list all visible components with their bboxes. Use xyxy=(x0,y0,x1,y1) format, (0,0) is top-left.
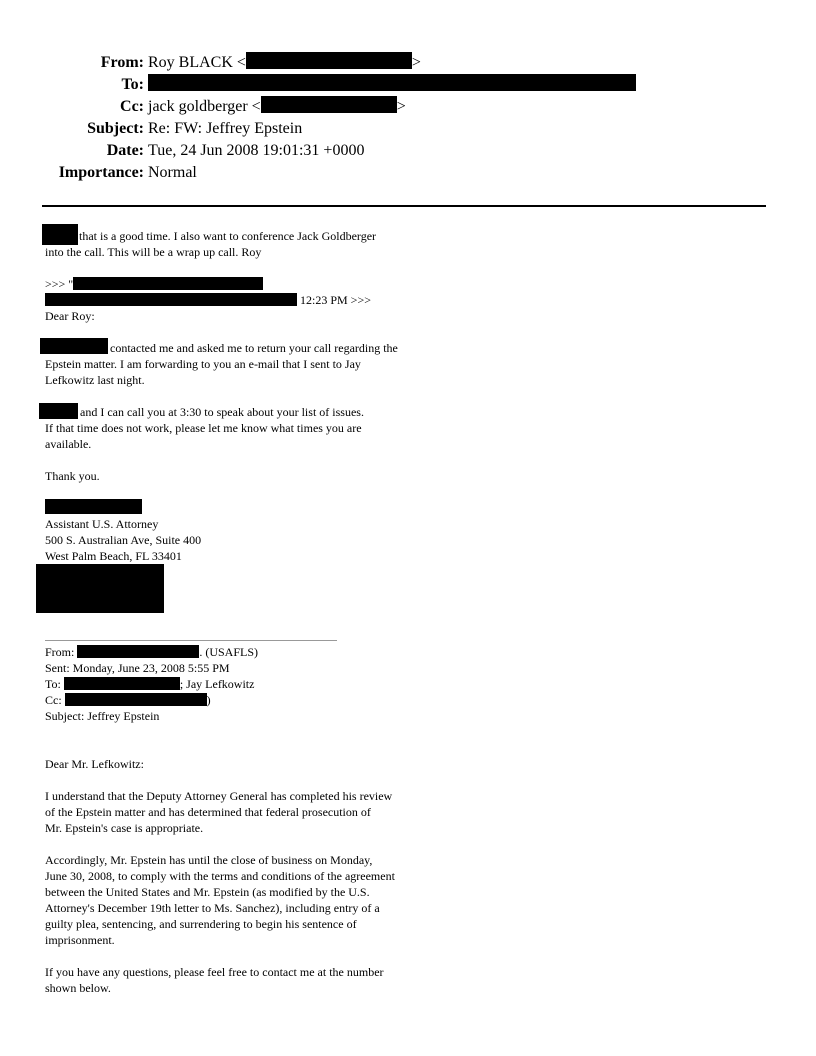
signature-title: Assistant U.S. Attorney xyxy=(45,517,159,531)
fwd-body-line: guilty plea, sentencing, and surrendering to begin his sentence of xyxy=(45,917,357,931)
signature-address: 500 S. Australian Ave, Suite 400 xyxy=(45,533,202,547)
date-row xyxy=(0,140,816,162)
cc-name: jack goldberger < xyxy=(148,98,261,115)
fwd-cc-suffix: ) xyxy=(206,693,211,707)
quote-open: >>> " xyxy=(45,277,74,291)
fwd-body-line: of the Epstein matter and has determined that federal prosecution of xyxy=(45,805,371,819)
redaction-block xyxy=(246,52,412,69)
fwd-body-line: Accordingly, Mr. Epstein has until the close of business on Monday, xyxy=(45,853,373,867)
quote-header xyxy=(45,292,371,308)
forward-divider xyxy=(45,640,337,641)
redaction-block xyxy=(45,293,297,306)
greeting: Dear Roy: xyxy=(45,309,95,323)
redaction-block xyxy=(45,499,142,514)
fwd-body-line: shown below. xyxy=(45,981,111,995)
from-name: Roy BLACK < xyxy=(148,54,246,71)
fwd-subject: Subject: Jeffrey Epstein xyxy=(45,709,160,723)
cc-row xyxy=(0,96,816,118)
redaction-block xyxy=(65,693,207,706)
redaction-block xyxy=(42,224,78,245)
from-row xyxy=(0,52,816,74)
fwd-body-line: June 30, 2008, to comply with the terms and conditions of the agreement xyxy=(45,869,395,883)
redaction-block xyxy=(36,564,164,613)
body-line: Epstein matter. I am forwarding to you an e-mail that I sent to Jay xyxy=(45,357,361,371)
fwd-body-line: If you have any questions, please feel free to contact me at the number xyxy=(45,965,384,979)
fwd-body-line: between the United States and Mr. Epstein (as modified by the U.S. xyxy=(45,885,370,899)
subject-value: Re: FW: Jeffrey Epstein xyxy=(148,120,303,137)
thanks: Thank you. xyxy=(45,469,100,483)
body-line: Lefkowitz last night. xyxy=(45,373,145,387)
importance-value: Normal xyxy=(148,164,197,181)
redaction-block xyxy=(73,277,263,290)
redaction-block xyxy=(39,403,78,419)
header-divider xyxy=(42,205,766,207)
fwd-from xyxy=(45,644,258,660)
body-line: contacted me and asked me to return your call regarding the xyxy=(110,341,398,355)
fwd-to-label: To: xyxy=(45,677,61,691)
fwd-body-line: Attorney's December 19th letter to Ms. Sanchez), including entry of a xyxy=(45,901,380,915)
quote-header xyxy=(45,276,263,292)
fwd-salutation: Dear Mr. Lefkowitz: xyxy=(45,757,144,771)
redaction-block xyxy=(64,677,180,690)
cc-value xyxy=(148,96,406,118)
to-label: To: xyxy=(121,76,144,93)
body-line: If that time does not work, please let me know what times you are xyxy=(45,421,362,435)
body-line: and I can call you at 3:30 to speak about your list of issues. xyxy=(80,405,364,419)
subject-label: Subject: xyxy=(87,120,144,137)
to-row xyxy=(0,74,816,96)
date-value: Tue, 24 Jun 2008 19:01:31 +0000 xyxy=(148,142,365,159)
subject-row xyxy=(0,118,816,140)
redaction-block xyxy=(40,338,108,354)
signature-address: West Palm Beach, FL 33401 xyxy=(45,549,182,563)
cc-close: > xyxy=(396,98,406,115)
fwd-to xyxy=(45,676,254,692)
fwd-body-line: Mr. Epstein's case is appropriate. xyxy=(45,821,204,835)
fwd-cc-label: Cc: xyxy=(45,693,62,707)
redaction-block xyxy=(261,96,397,113)
body-line: available. xyxy=(45,437,92,451)
reply-line: that is a good time. I also want to conference Jack Goldberger xyxy=(79,229,377,243)
from-value xyxy=(148,52,421,74)
date-label: Date: xyxy=(106,142,144,159)
cc-label: Cc: xyxy=(120,98,144,115)
fwd-body-line: I understand that the Deputy Attorney General has completed his review xyxy=(45,789,393,803)
importance-row xyxy=(0,162,816,184)
fwd-body-line: imprisonment. xyxy=(45,933,115,947)
fwd-from-suffix: . (USAFLS) xyxy=(199,645,259,659)
from-close: > xyxy=(411,54,421,71)
to-value xyxy=(148,74,636,96)
redaction-block xyxy=(77,645,199,658)
fwd-cc xyxy=(45,692,211,708)
from-label: From: xyxy=(100,54,144,71)
redaction-block xyxy=(148,74,636,91)
reply-line: into the call. This will be a wrap up call. Roy xyxy=(45,245,262,259)
fwd-to-suffix: ; Jay Lefkowitz xyxy=(179,677,255,691)
importance-label: Importance: xyxy=(58,164,144,181)
quote-time: 12:23 PM >>> xyxy=(300,293,371,307)
fwd-from-label: From: xyxy=(45,645,75,659)
fwd-sent: Sent: Monday, June 23, 2008 5:55 PM xyxy=(45,661,230,675)
